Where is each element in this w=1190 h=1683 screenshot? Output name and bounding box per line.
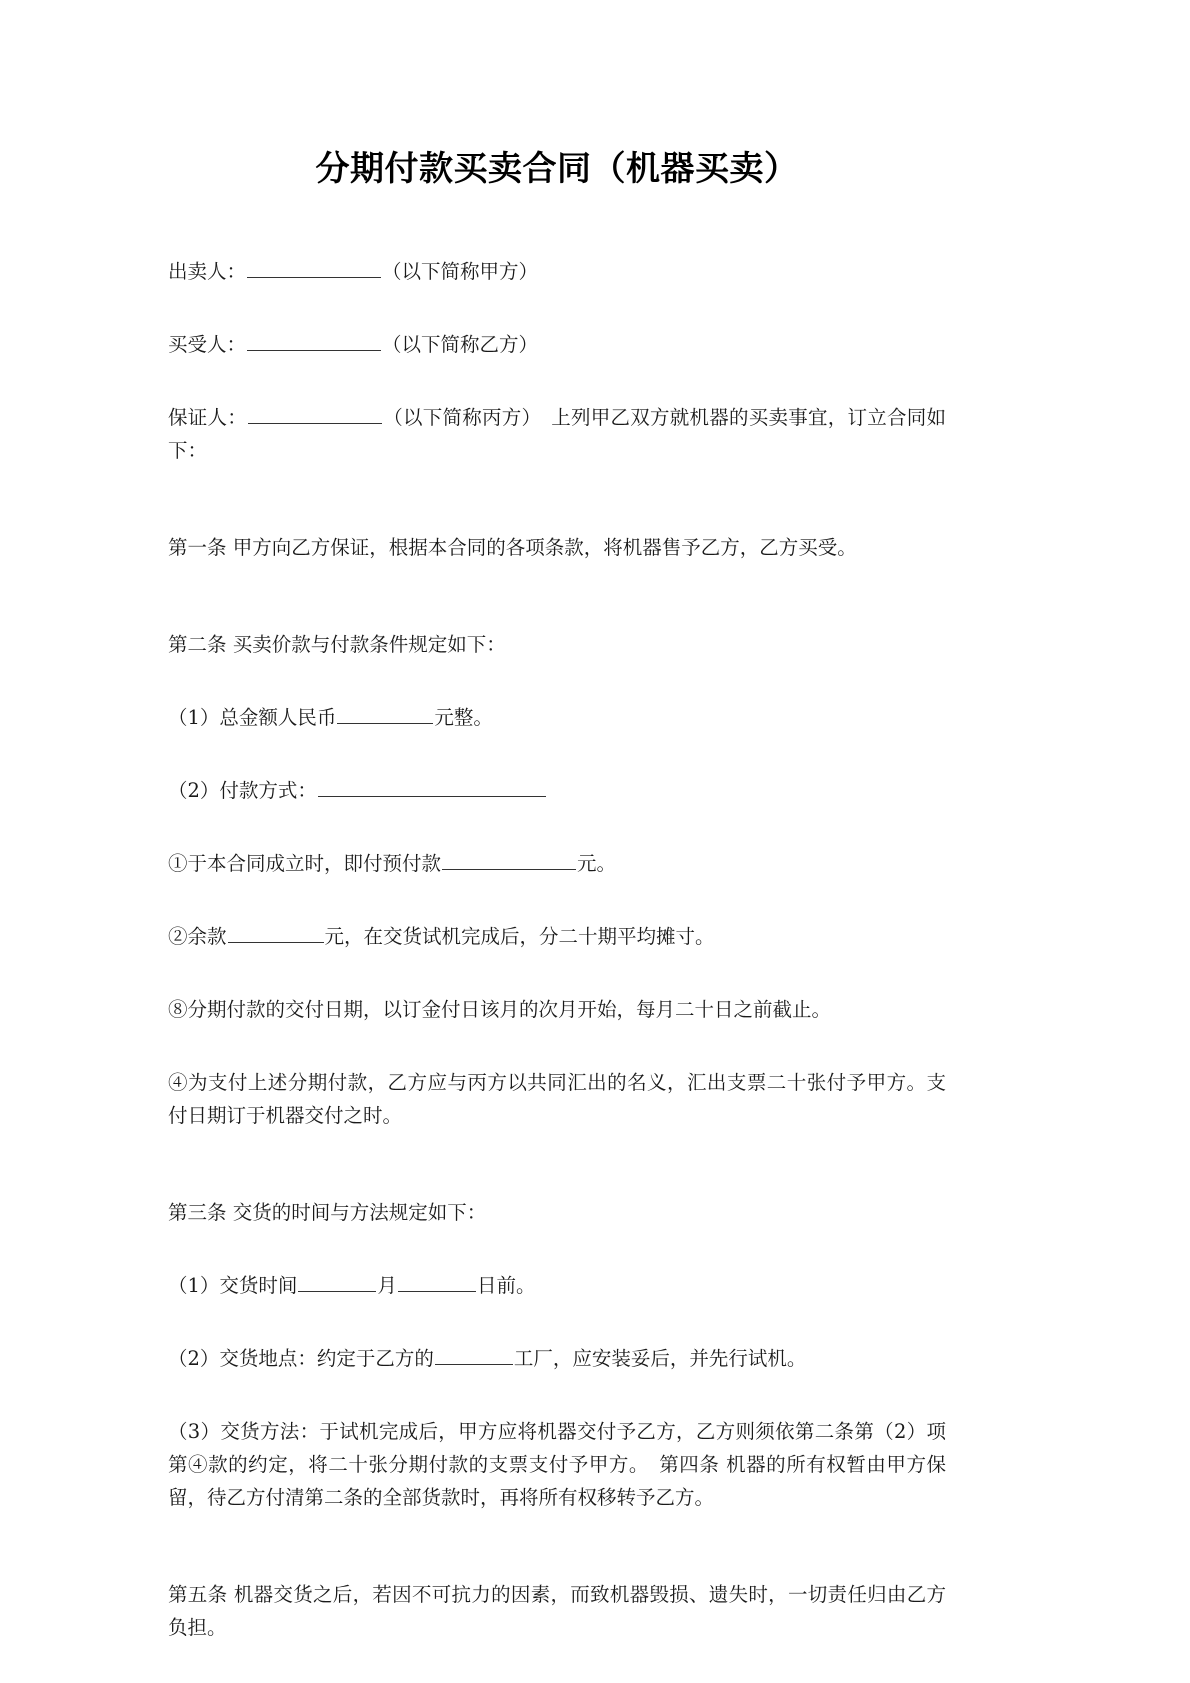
delivery-month-blank[interactable] (298, 1271, 376, 1292)
article-3-item-3: （3）交货方法：于试机完成后，甲方应将机器交付予乙方，乙方则须依第二条第（2）项第④款的约定，将二十张分期付款的支票支付予甲方。 第四条 机器的所有权暂由甲方保留，待乙方付清第二条的全部货款时，再将所有权移转予乙方。 (168, 1419, 946, 1509)
article-3-item-2 (168, 1342, 946, 1375)
article-2-item-4 (168, 920, 946, 953)
page-title: 分期付款买卖合同（机器买卖） (315, 149, 799, 189)
item-text-post: 元整。 (434, 705, 493, 729)
item-text-post: 日前。 (476, 1273, 536, 1297)
spacer (168, 1514, 946, 1578)
spacer (168, 880, 946, 920)
spacer (168, 807, 946, 847)
article-2-item-3 (168, 847, 946, 880)
spacer (168, 1026, 946, 1066)
item-text-post: 工厂，应安装妥后，并先行试机。 (513, 1346, 807, 1370)
article-2-item-2 (168, 774, 946, 807)
spacer (168, 953, 946, 993)
spacer (168, 288, 946, 328)
party-label-guarantor: 保证人： (168, 405, 247, 429)
party-suffix-seller: （以下简称甲方） (382, 259, 539, 283)
delivery-day-blank[interactable] (398, 1271, 476, 1292)
party-line-buyer (168, 328, 946, 361)
item-text-pre: （2）交货地点：约定于乙方的 (168, 1346, 434, 1370)
spacer (168, 361, 946, 401)
spacer (168, 564, 946, 628)
article-2-item-6: ④为支付上述分期付款，乙方应与丙方以共同汇出的名义，汇出支票二十张付予甲方。支付日期订于机器交付之时。 (168, 1070, 946, 1127)
spacer (168, 661, 946, 701)
document-content (168, 0, 946, 1644)
item-text-pre: （1）总金额人民币 (168, 705, 337, 729)
party-suffix-buyer: （以下简称乙方） (382, 332, 539, 356)
party-label-buyer: 买受人： (168, 332, 247, 356)
spacer (168, 1302, 946, 1342)
prepayment-blank[interactable] (442, 849, 576, 870)
party-label-seller: 出卖人： (168, 259, 247, 283)
spacer (168, 467, 946, 531)
party-blank-buyer[interactable] (247, 330, 381, 351)
item-text-mid: 月 (377, 1273, 397, 1297)
spacer (168, 1375, 946, 1415)
balance-blank[interactable] (228, 922, 324, 943)
preamble-text: （以下简称丙方） 上列甲乙双方就机器的买卖事宜，订立合同如下： (168, 405, 946, 462)
article-5-text: 第五条 机器交货之后，若因不可抗力的因素，而致机器毁损、遗失时，一切责任归由乙方负担。 (168, 1582, 946, 1639)
item-text-pre: （1）交货时间 (168, 1273, 298, 1297)
item-text-pre: ①于本合同成立时，即付预付款 (168, 851, 442, 875)
party-blank-guarantor[interactable] (248, 403, 382, 424)
article-3-item-1 (168, 1269, 946, 1302)
article-3-heading: 第三条 交货的时间与方法规定如下： (168, 1200, 487, 1224)
factory-blank[interactable] (435, 1344, 513, 1365)
article-1-text: 第一条 甲方向乙方保证，根据本合同的各项条款，将机器售予乙方，乙方买受。 (168, 535, 857, 559)
party-line-guarantor (168, 401, 946, 467)
spacer (168, 191, 946, 255)
item-text-post: 元，在交货试机完成后，分二十期平均摊寸。 (324, 924, 715, 948)
item-text-post: 元。 (577, 851, 617, 875)
spacer (168, 1229, 946, 1269)
article-2-item-5: ⑧分期付款的交付日期，以订金付日该月的次月开始，每月二十日之前截止。 (168, 997, 832, 1021)
item-text-pre: ②余款 (168, 924, 227, 948)
party-blank-seller[interactable] (247, 257, 381, 278)
spacer (168, 734, 946, 774)
spacer (168, 1132, 946, 1196)
item-text-pre: （2）付款方式： (168, 778, 317, 802)
article-2-heading: 第二条 买卖价款与付款条件规定如下： (168, 632, 506, 656)
party-line-seller (168, 255, 946, 288)
amount-blank[interactable] (337, 703, 433, 724)
article-2-item-1 (168, 701, 946, 734)
payment-method-blank[interactable] (318, 776, 546, 797)
